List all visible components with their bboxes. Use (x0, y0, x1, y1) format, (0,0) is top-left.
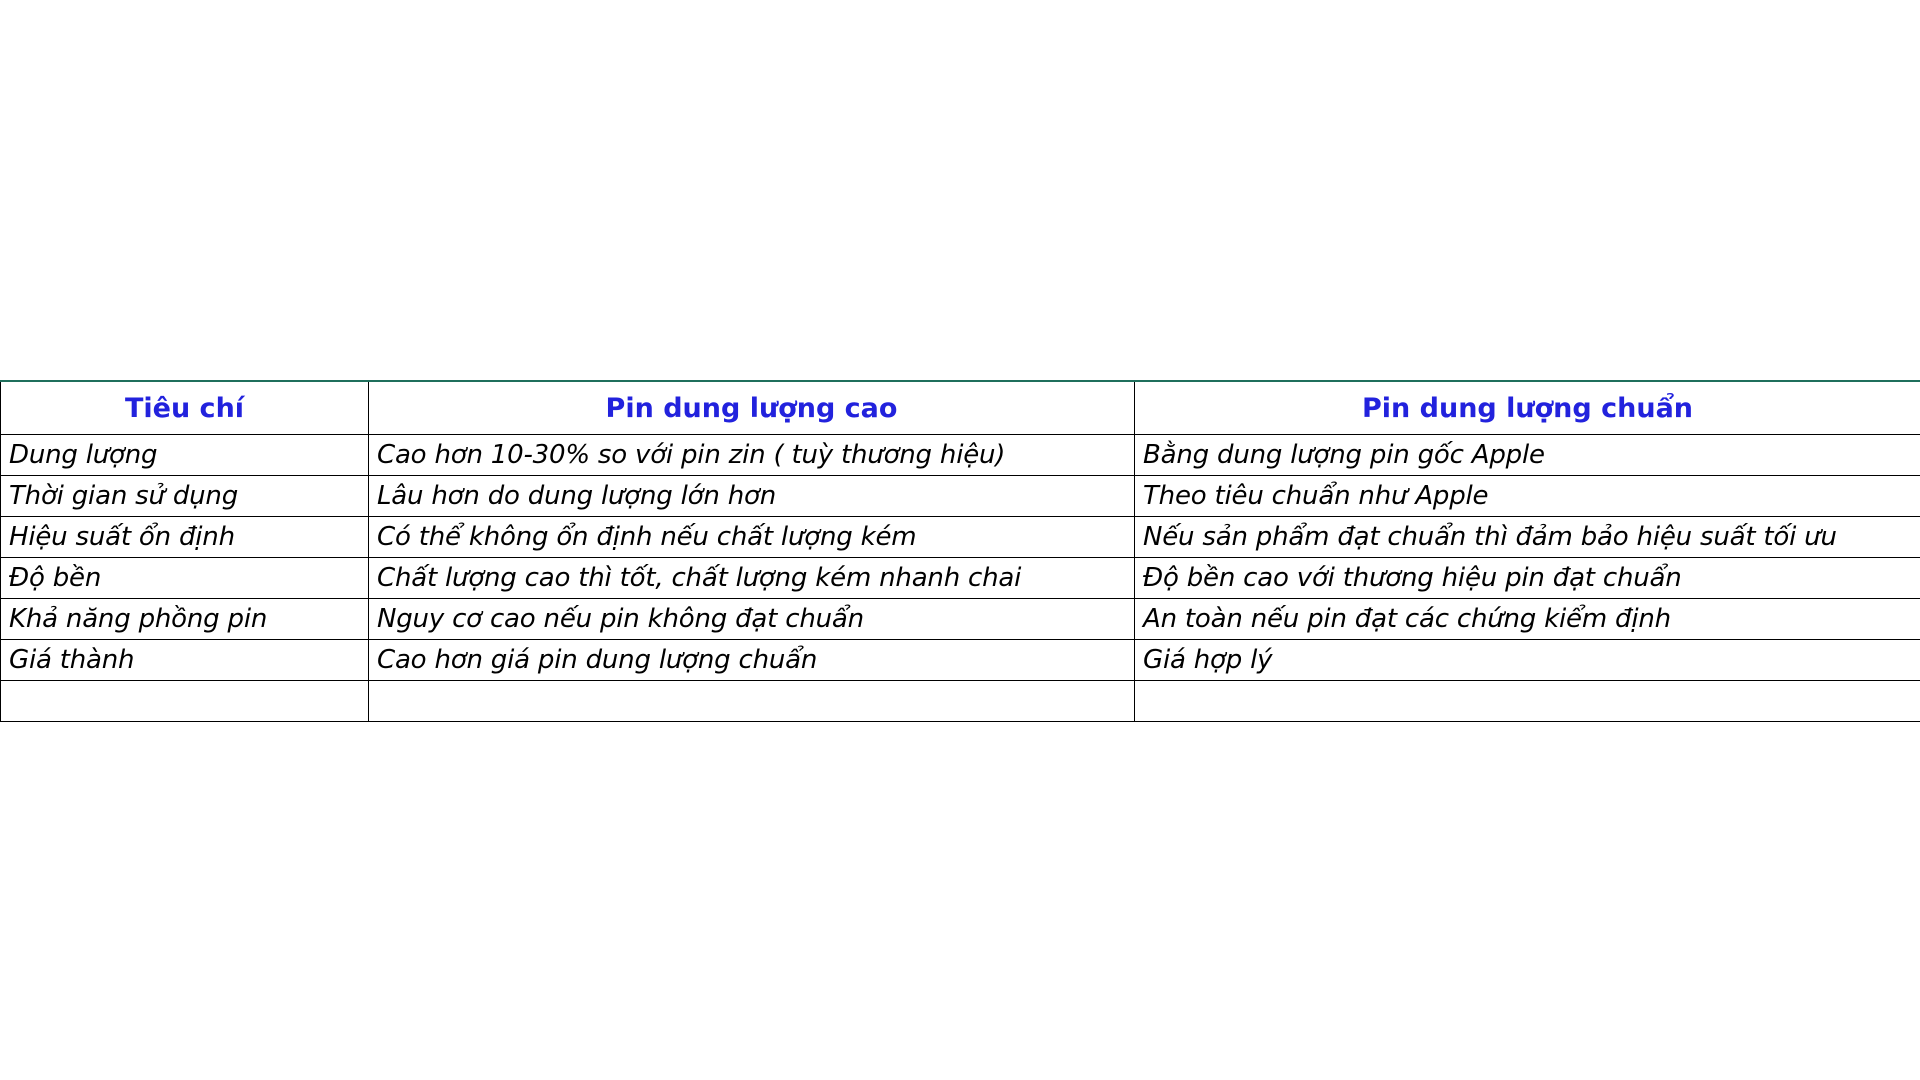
cell-criterion: Hiệu suất ổn định (1, 517, 369, 558)
cell-standard-capacity: Nếu sản phẩm đạt chuẩn thì đảm bảo hiệu suất tối ưu (1135, 517, 1920, 558)
cell-criterion: Thời gian sử dụng (1, 476, 369, 517)
cell-spacer-high-capacity (369, 681, 1135, 722)
column-header-criteria: Tiêu chí (1, 381, 369, 435)
cell-spacer-criteria (1, 681, 369, 722)
cell-standard-capacity: Bằng dung lượng pin gốc Apple (1135, 435, 1920, 476)
cell-criterion: Khả năng phồng pin (1, 599, 369, 640)
cell-high-capacity: Lâu hơn do dung lượng lớn hơn (369, 476, 1135, 517)
column-header-standard-capacity: Pin dung lượng chuẩn (1135, 381, 1920, 435)
cell-high-capacity: Cao hơn giá pin dung lượng chuẩn (369, 640, 1135, 681)
cell-high-capacity: Cao hơn 10-30% so với pin zin ( tuỳ thương hiệu) (369, 435, 1135, 476)
table-row (1, 599, 1920, 640)
table-body (1, 435, 1920, 722)
table-row (1, 476, 1920, 517)
cell-criterion: Độ bền (1, 558, 369, 599)
cell-high-capacity: Nguy cơ cao nếu pin không đạt chuẩn (369, 599, 1135, 640)
cell-spacer-standard-capacity (1135, 681, 1920, 722)
table-row (1, 558, 1920, 599)
table-row (1, 517, 1920, 558)
cell-standard-capacity: Theo tiêu chuẩn như Apple (1135, 476, 1920, 517)
cell-high-capacity: Có thể không ổn định nếu chất lượng kém (369, 517, 1135, 558)
cell-criterion: Giá thành (1, 640, 369, 681)
table-header (1, 381, 1920, 435)
table-row (1, 640, 1920, 681)
cell-criterion: Dung lượng (1, 435, 369, 476)
table-row (1, 435, 1920, 476)
cell-standard-capacity: Giá hợp lý (1135, 640, 1920, 681)
cell-high-capacity: Chất lượng cao thì tốt, chất lượng kém nhanh chai (369, 558, 1135, 599)
comparison-table-container (0, 380, 1920, 722)
table-footer-spacer-row (1, 681, 1920, 722)
cell-standard-capacity: Độ bền cao với thương hiệu pin đạt chuẩn (1135, 558, 1920, 599)
column-header-high-capacity: Pin dung lượng cao (369, 381, 1135, 435)
comparison-table (0, 380, 1920, 722)
table-header-row (1, 381, 1920, 435)
cell-standard-capacity: An toàn nếu pin đạt các chứng kiểm định (1135, 599, 1920, 640)
